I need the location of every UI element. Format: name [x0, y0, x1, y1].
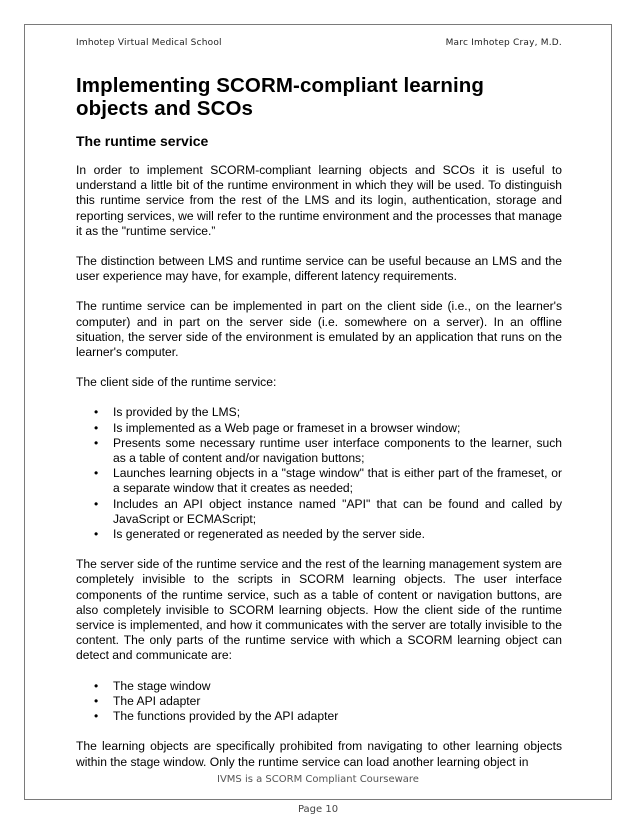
- bullet-icon: •: [94, 420, 99, 435]
- list-item: • Is implemented as a Web page or frameset in a browser window;: [94, 420, 461, 435]
- header-school-name: Imhotep Virtual Medical School: [76, 38, 222, 48]
- detectable-parts-list: [76, 679, 562, 725]
- list-item: • Presents some necessary runtime user interface components to the learner, such as a table of content and/or navigation buttons;: [94, 435, 562, 466]
- bullet-icon: •: [94, 709, 99, 724]
- list-item: • The functions provided by the API adapter: [94, 709, 339, 724]
- page-header: [76, 38, 562, 48]
- bullet-icon: •: [94, 466, 99, 481]
- document-title: Implementing SCORM-compliant learning objects and SCOs: [76, 74, 485, 120]
- bullet-icon: •: [94, 435, 99, 450]
- list-item: • Is generated or regenerated as needed by the server side.: [94, 527, 425, 542]
- paragraph-client-side-intro: The client side of the runtime service:: [76, 375, 277, 390]
- bullet-icon: •: [94, 405, 99, 420]
- paragraph-client-server: The runtime service can be implemented in part on the client side (i.e., on the learner's computer) and in part on the server side (i.e. somewhere on a server). In an offline situation, the server side of the environment is emulated by an application that runs on the learner's computer.: [76, 299, 562, 360]
- paragraph-navigation: The learning objects are specifically prohibited from navigating to other learning objects within the stage window. Only the runtime service can load another learning object in: [76, 739, 562, 769]
- footer-tagline: IVMS is a SCORM Compliant Courseware: [217, 774, 419, 785]
- list-item: • The API adapter: [94, 693, 201, 708]
- paragraph-intro: In order to implement SCORM-compliant learning objects and SCOs it is useful to understand a little bit of the runtime environment in which they will be used. To distinguish this runtime service from the rest of the LMS and its login, authentication, storage and reporting services, we will refer to the runtime environment and the processes that manage it as the "runtime service.”: [76, 163, 563, 238]
- header-author-name: Marc Imhotep Cray, M.D.: [445, 38, 562, 48]
- list-item: • The stage window: [94, 678, 211, 693]
- page-number: Page 10: [297, 804, 339, 815]
- client-side-list: [76, 405, 562, 542]
- section-heading: The runtime service: [76, 133, 209, 149]
- list-item: • Includes an API object instance named "API" that can be found and called by JavaScript or ECMAScript;: [94, 496, 562, 526]
- document-body: [76, 74, 562, 770]
- bullet-icon: •: [94, 527, 99, 542]
- bullet-icon: •: [94, 693, 99, 708]
- bullet-icon: •: [94, 678, 99, 693]
- list-item: • Is provided by the LMS;: [94, 405, 241, 420]
- paragraph-distinction: The distinction between LMS and runtime service can be useful because an LMS and the user experience may have, for example, different latency requirements.: [76, 254, 562, 284]
- bullet-icon: •: [94, 496, 99, 511]
- paragraph-server-side: The server side of the runtime service and the rest of the learning management system are completely invisible to the scripts in SCORM learning objects. The user interface components of the runtime service, such as a table of content or navigation buttons, are also completely invisible to SCORM learning objects. How the client side of the runtime service is implemented, and how it communicates with the server are totally invisible to the content. The only parts of the runtime service with which a SCORM learning object can detect and communicate are:: [76, 557, 563, 663]
- list-item: • Launches learning objects in a "stage window" that is either part of the frameset, or a separate window that it creates as needed;: [94, 466, 562, 496]
